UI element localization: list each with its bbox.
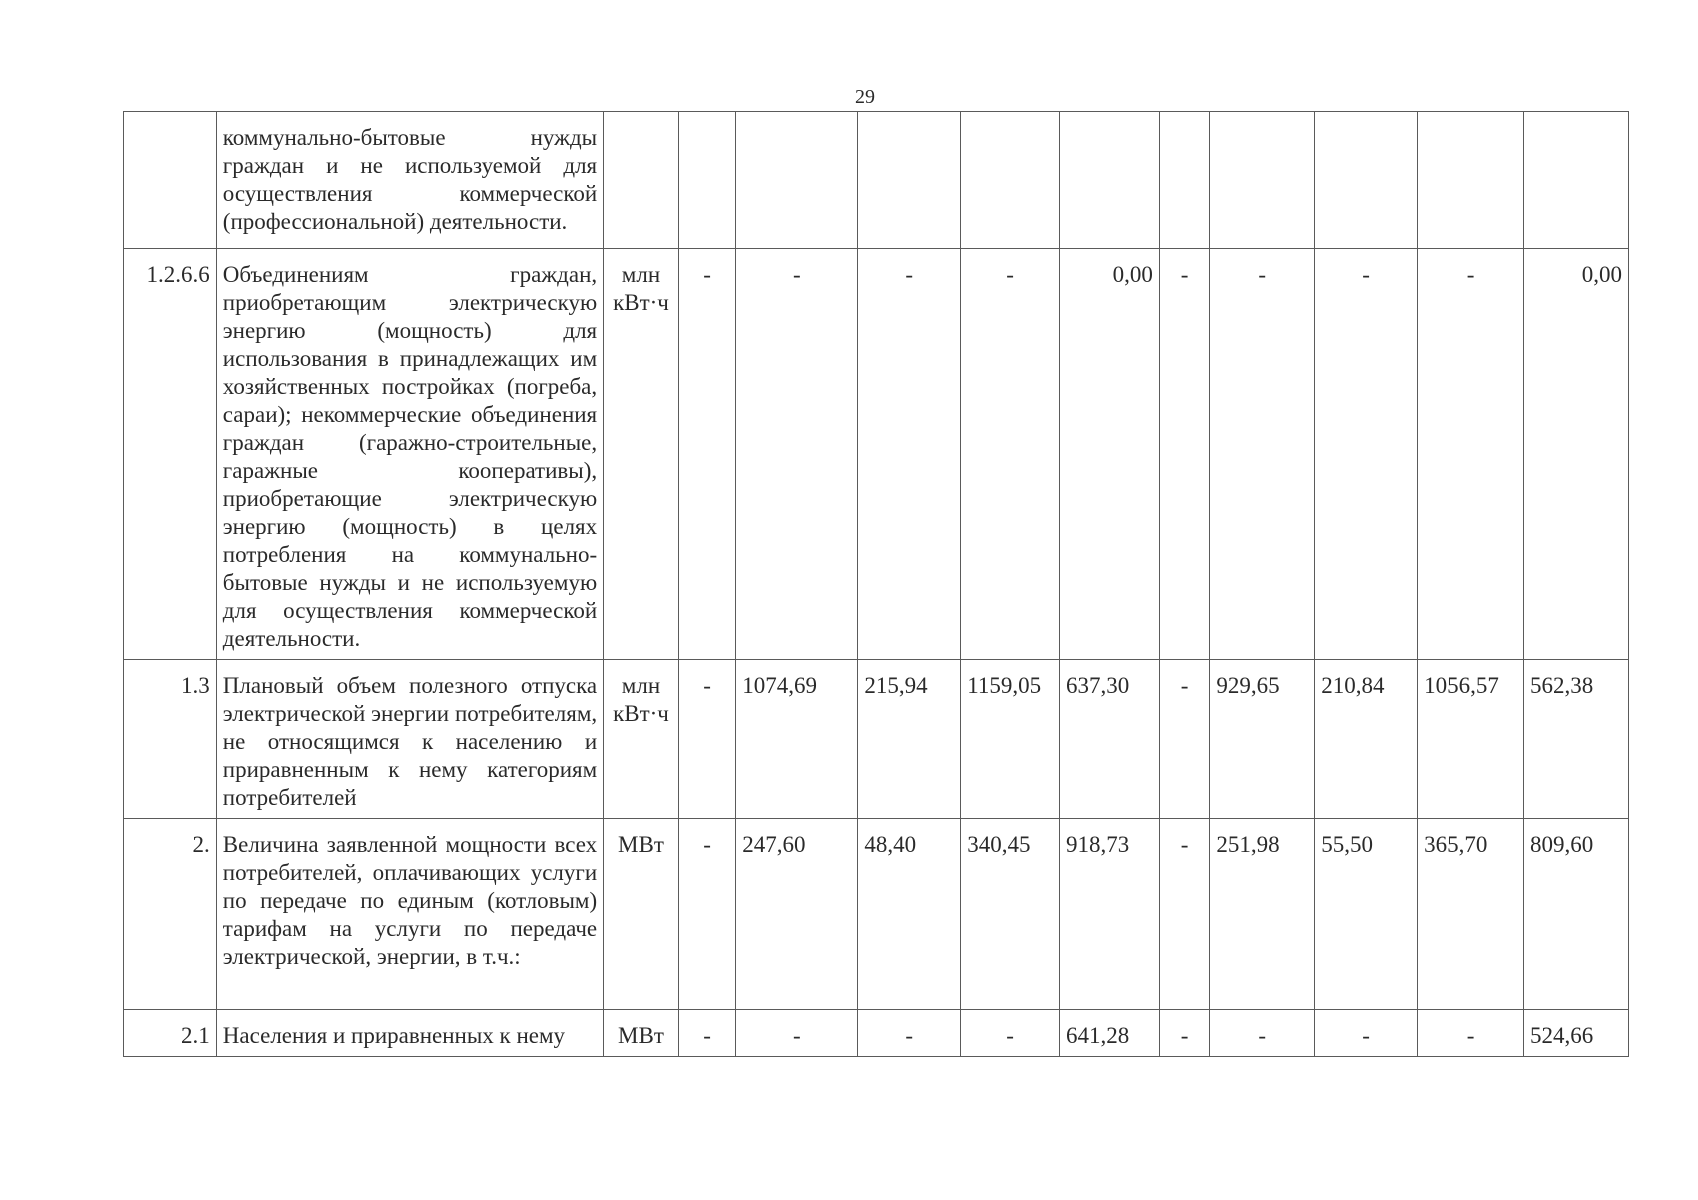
table-row bbox=[124, 660, 1629, 819]
row-unit: млн кВт·ч bbox=[604, 660, 679, 819]
value-cell: 524,66 bbox=[1523, 1010, 1628, 1057]
value-cell: - bbox=[1315, 1010, 1418, 1057]
value-cell: - bbox=[1210, 1010, 1315, 1057]
value-cell bbox=[1159, 112, 1209, 249]
value-cell: 247,60 bbox=[736, 819, 858, 1010]
row-description: Величина заявленной мощности всех потребителей, оплачивающих услуги по передаче по единым (котловым) тарифам на услуги по передаче электрической, энергии, в т.ч.: bbox=[216, 819, 603, 1010]
value-cell bbox=[1210, 112, 1315, 249]
table-row bbox=[124, 112, 1629, 249]
row-number: 2.1 bbox=[124, 1010, 217, 1057]
value-cell: - bbox=[736, 249, 858, 660]
value-cell: 929,65 bbox=[1210, 660, 1315, 819]
row-unit: млн кВт·ч bbox=[604, 249, 679, 660]
value-cell bbox=[961, 112, 1060, 249]
value-cell: 48,40 bbox=[858, 819, 961, 1010]
row-number bbox=[124, 112, 217, 249]
value-cell: 918,73 bbox=[1060, 819, 1160, 1010]
value-cell: - bbox=[1159, 1010, 1209, 1057]
row-description: Населения и приравненных к нему bbox=[216, 1010, 603, 1057]
table-row bbox=[124, 819, 1629, 1010]
value-cell: 251,98 bbox=[1210, 819, 1315, 1010]
row-number: 2. bbox=[124, 819, 217, 1010]
value-cell: 340,45 bbox=[961, 819, 1060, 1010]
value-cell: 210,84 bbox=[1315, 660, 1418, 819]
value-cell bbox=[858, 112, 961, 249]
value-cell: 1159,05 bbox=[961, 660, 1060, 819]
row-description: коммунально-бытовые нужды граждан и не используемой для осуществления коммерческой (профессиональной) деятельности. bbox=[216, 112, 603, 249]
data-table bbox=[123, 111, 1629, 1057]
value-cell: - bbox=[1315, 249, 1418, 660]
value-cell: 637,30 bbox=[1060, 660, 1160, 819]
value-cell: 0,00 bbox=[1060, 249, 1160, 660]
row-description: Плановый объем полезного отпуска электрической энергии потребителям, не относящимся к населению и приравненным к нему категориям потребителей bbox=[216, 660, 603, 819]
value-cell: 809,60 bbox=[1523, 819, 1628, 1010]
value-cell: - bbox=[961, 1010, 1060, 1057]
value-cell: - bbox=[961, 249, 1060, 660]
value-cell: - bbox=[678, 249, 735, 660]
value-cell bbox=[678, 112, 735, 249]
row-unit: МВт bbox=[604, 1010, 679, 1057]
value-cell bbox=[1060, 112, 1160, 249]
value-cell: 0,00 bbox=[1523, 249, 1628, 660]
value-cell: - bbox=[1159, 819, 1209, 1010]
value-cell: - bbox=[678, 819, 735, 1010]
value-cell: - bbox=[736, 1010, 858, 1057]
value-cell bbox=[736, 112, 858, 249]
value-cell bbox=[1418, 112, 1524, 249]
value-cell: - bbox=[678, 1010, 735, 1057]
row-unit bbox=[604, 112, 679, 249]
row-number: 1.3 bbox=[124, 660, 217, 819]
table-row bbox=[124, 249, 1629, 660]
value-cell: 562,38 bbox=[1523, 660, 1628, 819]
value-cell: - bbox=[1159, 660, 1209, 819]
row-unit: МВт bbox=[604, 819, 679, 1010]
value-cell: 1056,57 bbox=[1418, 660, 1524, 819]
value-cell: 215,94 bbox=[858, 660, 961, 819]
value-cell: - bbox=[678, 660, 735, 819]
value-cell: - bbox=[858, 1010, 961, 1057]
value-cell: 641,28 bbox=[1060, 1010, 1160, 1057]
value-cell: - bbox=[1418, 1010, 1524, 1057]
value-cell: 365,70 bbox=[1418, 819, 1524, 1010]
value-cell bbox=[1523, 112, 1628, 249]
value-cell: - bbox=[1210, 249, 1315, 660]
table-row bbox=[124, 1010, 1629, 1057]
value-cell: - bbox=[1418, 249, 1524, 660]
row-description: Объединениям граждан, приобретающим электрическую энергию (мощность) для использования в принадлежащих им хозяйственных постройках (погреба, сараи); некоммерческие объединения граждан (гаражно-строительные, гаражные кооперативы), приобретающие электрическую энергию (мощность) в целях потребления на коммунально-бытовые нужды и не используемую для осуществления коммерческой деятельности. bbox=[216, 249, 603, 660]
value-cell bbox=[1315, 112, 1418, 249]
value-cell: 55,50 bbox=[1315, 819, 1418, 1010]
page-number: 29 bbox=[855, 86, 875, 108]
value-cell: - bbox=[1159, 249, 1209, 660]
row-number: 1.2.6.6 bbox=[124, 249, 217, 660]
value-cell: 1074,69 bbox=[736, 660, 858, 819]
value-cell: - bbox=[858, 249, 961, 660]
